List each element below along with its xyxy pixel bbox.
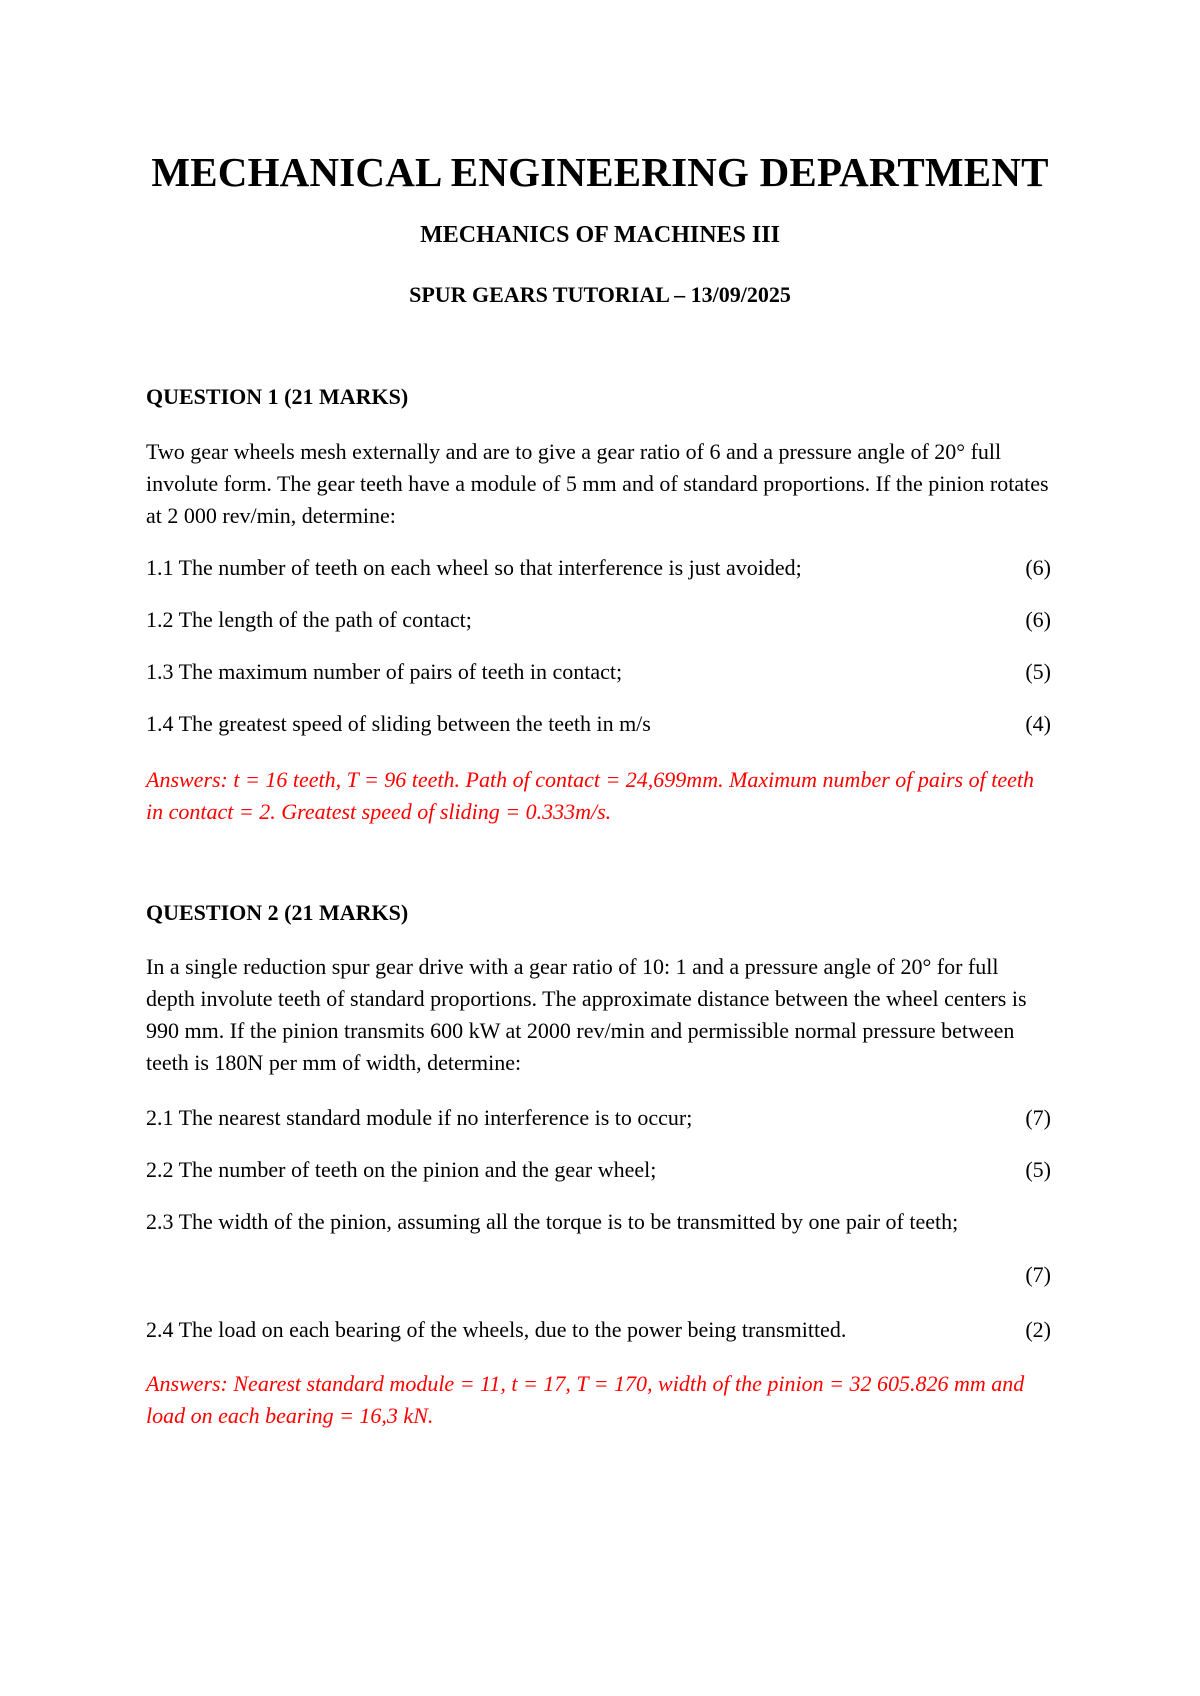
question-2-item-3-marks: (7) xyxy=(1025,1262,1051,1287)
question-2-heading: QUESTION 2 (21 MARKS) xyxy=(146,900,409,925)
question-2-answer: Answers: Nearest standard module = 11, t = 17, T = 170, width of the pinion = 32 605.826 mm and load on each bearing = 16,3 kN. xyxy=(146,1371,1025,1428)
item-marks: (6) xyxy=(1025,555,1051,580)
tutorial-title: SPUR GEARS TUTORIAL – 13/09/2025 xyxy=(409,282,791,307)
item-marks: (2) xyxy=(1025,1317,1051,1342)
item-text: 1.1 The number of teeth on each wheel so that interference is just avoided; xyxy=(146,555,802,580)
department-title: MECHANICAL ENGINEERING DEPARTMENT xyxy=(151,149,1049,195)
course-title: MECHANICS OF MACHINES III xyxy=(420,222,780,248)
item-text: 2.1 The nearest standard module if no interference is to occur; xyxy=(146,1105,693,1130)
question-2-item-3 xyxy=(146,1206,1051,1238)
item-text: 2.3 The width of the pinion, assuming all the torque is to be transmitted by one pair of teeth; xyxy=(146,1209,959,1234)
item-text: 1.3 The maximum number of pairs of teeth in contact; xyxy=(146,659,623,684)
item-text: 1.2 The length of the path of contact; xyxy=(146,607,472,632)
item-marks: (7) xyxy=(1025,1105,1051,1130)
question-1-item-4 xyxy=(146,708,1051,740)
question-1-answer: Answers: t = 16 teeth, T = 96 teeth. Path of contact = 24,699mm. Maximum number of pairs of teeth in contact = 2. Greatest speed of sliding = 0.333m/s. xyxy=(146,767,1034,824)
question-1-item-1 xyxy=(146,552,1051,584)
question-2-item-2 xyxy=(146,1154,1051,1186)
question-2-statement: In a single reduction spur gear drive with a gear ratio of 10: 1 and a pressure angle of 20° for full depth involute teeth of standard proportions. The approximate distance between the wheel centers is 990 mm. If the pinion transmits 600 kW at 2000 rev/min and permissible normal pressure between teeth is 180N per mm of width, determine: xyxy=(146,954,1027,1075)
item-text: 2.4 The load on each bearing of the wheels, due to the power being transmitted. xyxy=(146,1317,847,1342)
item-marks: (5) xyxy=(1025,1157,1051,1182)
question-1-heading: QUESTION 1 (21 MARKS) xyxy=(146,384,409,409)
question-2-item-4 xyxy=(146,1314,1051,1346)
item-marks: (5) xyxy=(1025,659,1051,684)
question-1-item-2 xyxy=(146,604,1051,636)
question-1-statement: Two gear wheels mesh externally and are to give a gear ratio of 6 and a pressure angle of 20° full involute form. The gear teeth have a module of 5 mm and of standard proportions. If the pinion rotates at 2 000 rev/min, determine: xyxy=(146,439,1049,528)
item-marks: (4) xyxy=(1025,711,1051,736)
item-marks: (6) xyxy=(1025,607,1051,632)
question-1-item-3 xyxy=(146,656,1051,688)
question-2-item-1 xyxy=(146,1102,1051,1134)
item-text: 2.2 The number of teeth on the pinion and the gear wheel; xyxy=(146,1157,657,1182)
item-text: 1.4 The greatest speed of sliding between the teeth in m/s xyxy=(146,711,651,736)
